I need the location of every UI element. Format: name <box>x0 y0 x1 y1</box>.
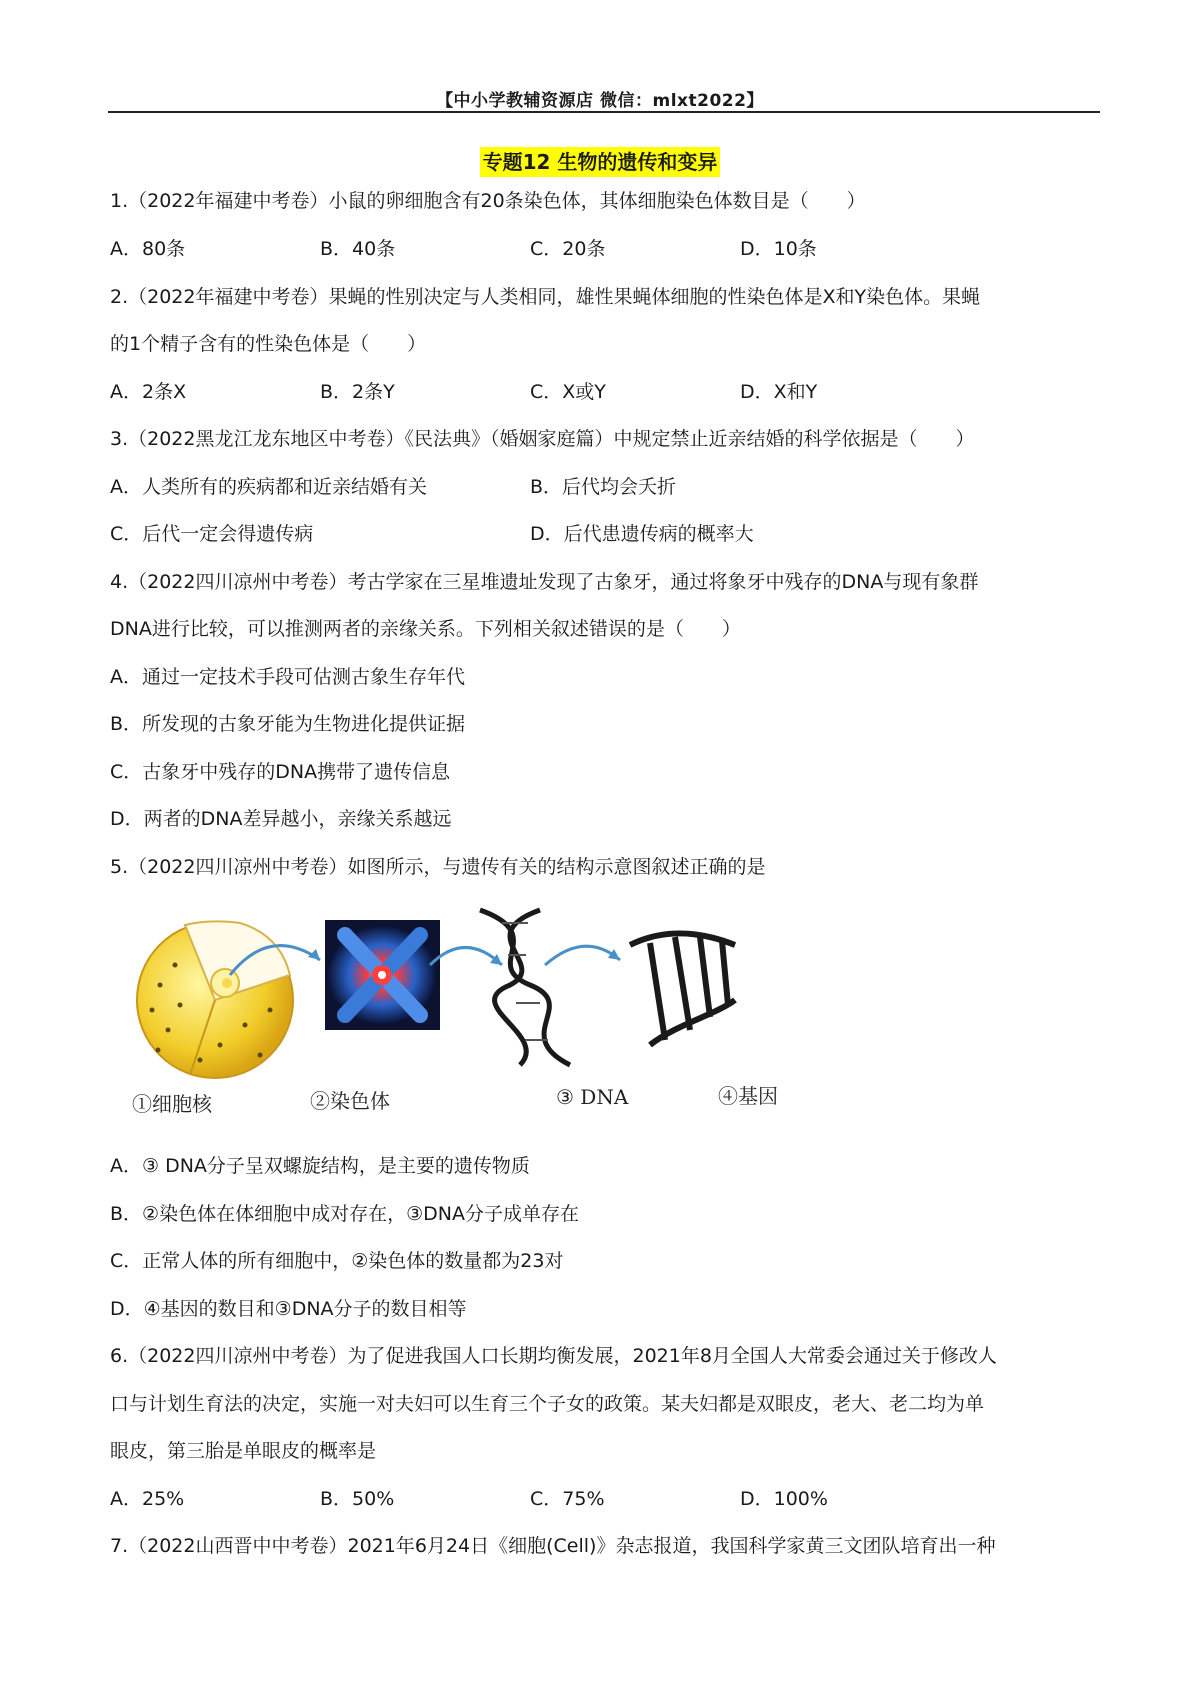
question-1-option-b: B．40条 <box>320 238 396 260</box>
question-6-line-3: 眼皮，第三胎是单眼皮的概率是 <box>110 1440 377 1462</box>
header-divider <box>108 111 1100 113</box>
question-5-option-d: D．④基因的数目和③DNA分子的数目相等 <box>110 1298 467 1320</box>
page-header: 【中小学教辅资源店 微信：mlxt2022】 <box>436 91 764 111</box>
heredity-structure-figure <box>130 905 810 1120</box>
question-5-option-c: C．正常人体的所有细胞中，②染色体的数量都为23对 <box>110 1250 564 1272</box>
question-6-line-2: 口与计划生育法的决定，实施一对夫妇可以生育三个子女的政策。某夫妇都是双眼皮，老大、老二均为单 <box>110 1393 985 1415</box>
question-1-option-a: A．80条 <box>110 238 186 260</box>
chromosome-illustration <box>325 920 440 1030</box>
question-1-text: 1.（2022年福建中考卷）小鼠的卵细胞含有20条染色体，其体细胞染色体数目是（ ） <box>110 190 866 212</box>
question-3-option-c: C．后代一定会得遗传病 <box>110 523 314 545</box>
arrow-3-head <box>608 949 620 960</box>
page-title: 专题12 生物的遗传和变异 <box>480 147 721 177</box>
question-3-option-a: A．人类所有的疾病都和近亲结婚有关 <box>110 476 427 498</box>
question-3-option-b: B．后代均会夭折 <box>530 476 677 498</box>
question-4-option-b: B．所发现的古象牙能为生物进化提供证据 <box>110 713 466 735</box>
question-6-option-d: D．100% <box>740 1488 828 1510</box>
question-6-option-a: A．25% <box>110 1488 185 1510</box>
question-6-line-1: 6.（2022四川凉州中考卷）为了促进我国人口长期均衡发展，2021年8月全国人大常委会通过关于修改人 <box>110 1345 997 1367</box>
question-6-option-c: C．75% <box>530 1488 605 1510</box>
gene-segment-illustration <box>630 933 735 1045</box>
figure-label-chromosome: ②染色体 <box>310 1089 390 1113</box>
title-wrap <box>0 147 1200 177</box>
question-2-option-c: C．X或Y <box>530 381 606 403</box>
question-2-line-2: 的1个精子含有的性染色体是（ ） <box>110 333 427 355</box>
arrow-3 <box>545 946 620 965</box>
question-2-line-1: 2.（2022年福建中考卷）果蝇的性别决定与人类相同，雄性果蝇体细胞的性染色体是X和Y染色体。果蝇 <box>110 286 981 308</box>
question-4-line-1: 4.（2022四川凉州中考卷）考古学家在三星堆遗址发现了古象牙，通过将象牙中残存的DNA与现有象群 <box>110 571 979 593</box>
question-2-option-b: B．2条Y <box>320 381 395 403</box>
question-5-option-b: B．②染色体在体细胞中成对存在，③DNA分子成单存在 <box>110 1203 579 1225</box>
question-4-option-d: D．两者的DNA差异越小，亲缘关系越远 <box>110 808 452 830</box>
question-3-text: 3.（2022黑龙江龙东地区中考卷）《民法典》（婚姻家庭篇）中规定禁止近亲结婚的科学依据是（ ） <box>110 428 975 450</box>
question-2-option-a: A．2条X <box>110 381 187 403</box>
dna-helix-illustration <box>480 910 570 1065</box>
question-4-line-2: DNA进行比较，可以推测两者的亲缘关系。下列相关叙述错误的是（ ） <box>110 618 741 640</box>
cell-nucleus-illustration <box>137 921 293 1078</box>
question-5-text: 5.（2022四川凉州中考卷）如图所示，与遗传有关的结构示意图叙述正确的是 <box>110 856 766 878</box>
question-1-option-c: C．20条 <box>530 238 606 260</box>
figure-illustrations <box>130 905 810 1080</box>
figure-label-dna: ③ DNA <box>556 1085 629 1109</box>
question-7-line-1: 7.（2022山西晋中中考卷）2021年6月24日《细胞(Cell)》杂志报道，我国科学家黄三文团队培育出一种 <box>110 1535 996 1557</box>
question-3-option-d: D．后代患遗传病的概率大 <box>530 523 754 545</box>
figure-label-nucleus: ①细胞核 <box>132 1092 212 1116</box>
question-4-option-a: A．通过一定技术手段可估测古象生存年代 <box>110 666 465 688</box>
question-4-option-c: C．古象牙中残存的DNA携带了遗传信息 <box>110 761 451 783</box>
question-5-option-a: A．③ DNA分子呈双螺旋结构，是主要的遗传物质 <box>110 1155 530 1177</box>
question-1-option-d: D．10条 <box>740 238 817 260</box>
question-2-option-d: D．X和Y <box>740 381 818 403</box>
question-6-option-b: B．50% <box>320 1488 395 1510</box>
figure-label-gene: ④基因 <box>718 1084 778 1108</box>
